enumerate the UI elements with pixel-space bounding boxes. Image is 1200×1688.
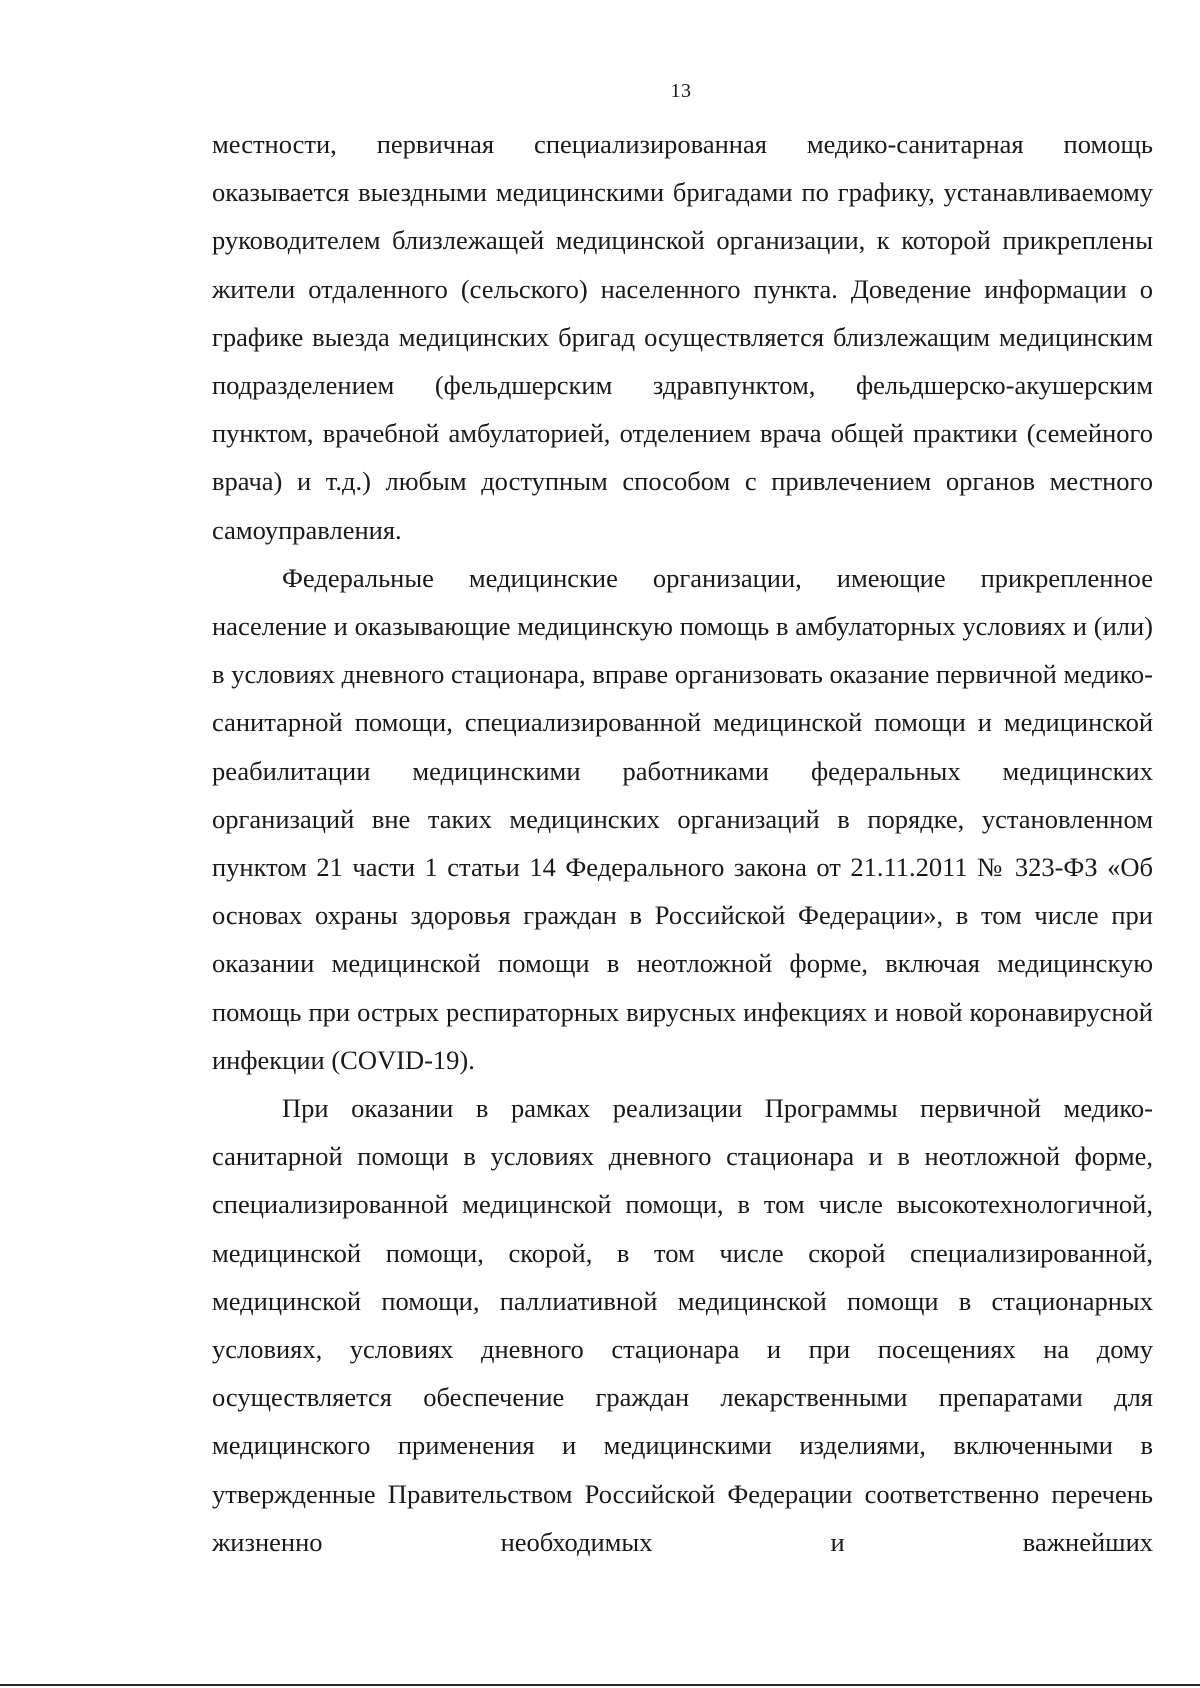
page-bottom-edge (0, 1684, 1200, 1686)
document-body (212, 120, 1153, 1566)
paragraph-drug-provision: При оказании в рамках реализации Программы первичной медико-санитарной помощи в условиях дневного стационара и в неотложной форме, специализированной медицинской помощи, в том числе высокотехнологичной, медицинской помощи, скорой, в том числе скорой специализированной, медицинской помощи, паллиативной медицинской помощи в стационарных условиях, условиях дневного стационара и при посещениях на дому осуществляется обеспечение граждан лекарственными препаратами для медицинского применения и медицинскими изделиями, включенными в утвержденные Правительством Российской Федерации соответственно перечень жизненно необходимых и важнейших (212, 1093, 1153, 1557)
page-number: 13 (670, 80, 692, 102)
paragraph-continued: местности, первичная специализированная медико-санитарная помощь оказывается выездными медицинскими бригадами по графику, устанавливаемому руководителем близлежащей медицинской организации, к которой прикреплены жители отдаленного (сельского) населенного пункта. Доведение информации о графике выезда медицинских бригад осуществляется близлежащим медицинским подразделением (фельдшерским здравпунктом, фельдшерско-акушерским пунктом, врачебной амбулаторией, отделением врача общей практики (семейного врача) и т.д.) любым доступным способом с привлечением органов местного самоуправления. (212, 129, 1153, 545)
paragraph-federal-organizations: Федеральные медицинские организации, имеющие прикрепленное население и оказывающие медицинскую помощь в амбулаторных условиях и (или) в условиях дневного стационара, вправе организовать оказание первичной медико-санитарной помощи, специализированной медицинской помощи и медицинской реабилитации медицинскими работниками федеральных медицинских организаций вне таких медицинских организаций в порядке, установленном пунктом 21 части 1 статьи 14 Федерального закона от 21.11.2011 № 323-ФЗ «Об основах охраны здоровья граждан в Российской Федерации», в том числе при оказании медицинской помощи в неотложной форме, включая медицинскую помощь при острых респираторных вирусных инфекциях и новой коронавирусной инфекции (COVID-19). (212, 562, 1153, 1075)
